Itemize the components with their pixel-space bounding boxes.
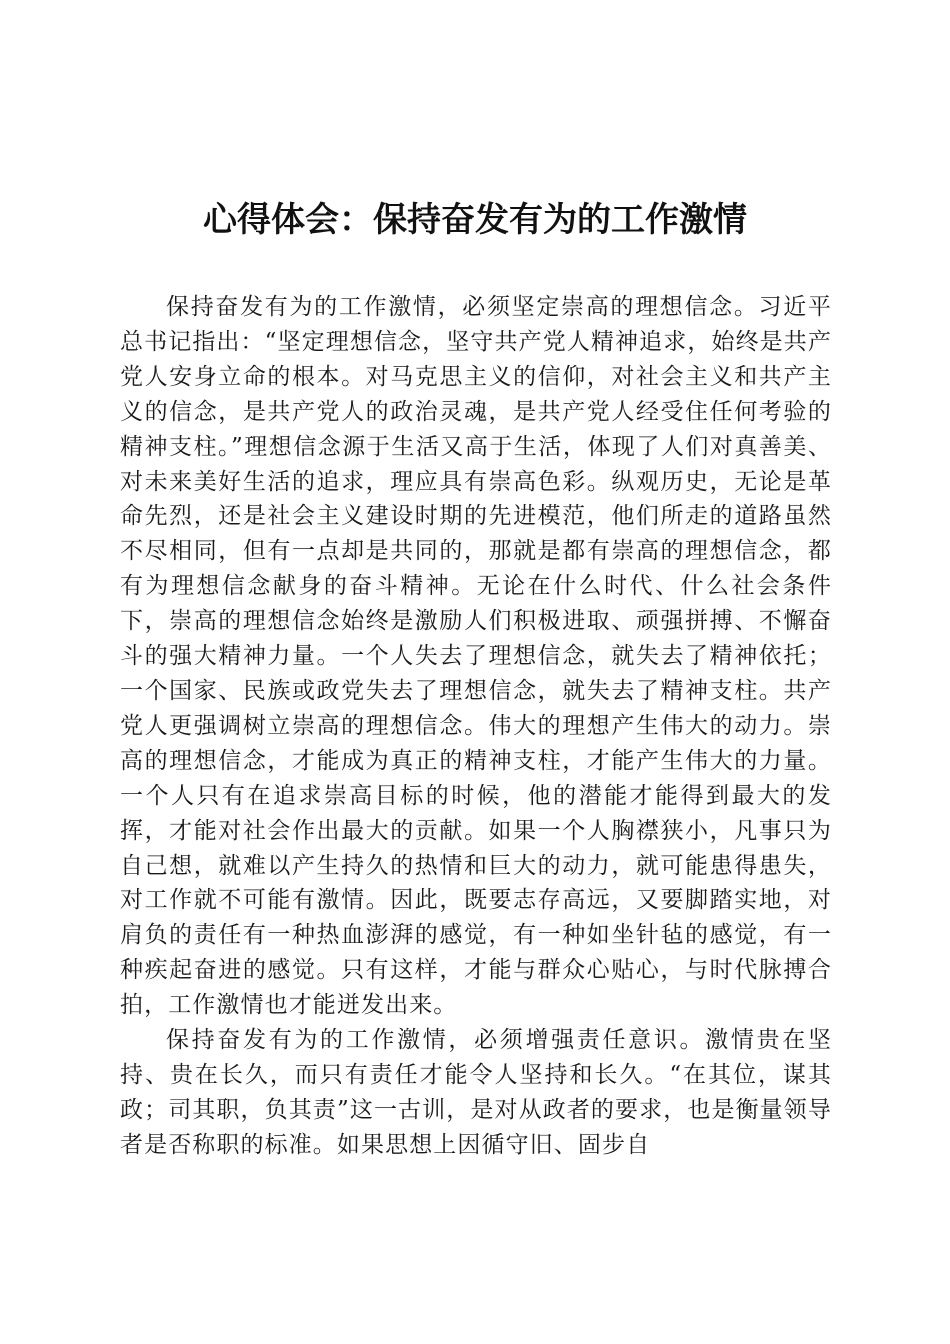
document-body <box>120 290 832 1163</box>
document-title: 心得体会：保持奋发有为的工作激情 <box>203 200 747 240</box>
paragraph-1: 保持奋发有为的工作激情，必须坚定崇高的理想信念。习近平总书记指出：“坚定理想信念，坚守共产党人精神追求，始终是共产党人安身立命的根本。对马克思主义的信仰，对社会主义和共产主义的信念，是共产党人的政治灵魂，是共产党人经受住任何考验的精神支柱。”理想信念源于生活又高于生活，体现了人们对真善美、对未来美好生活的追求，理应具有崇高色彩。纵观历史，无论是革命先烈，还是社会主义建设时期的先进模范，他们所走的道路虽然不尽相同，但有一点却是共同的，那就是都有崇高的理想信念，都有为理想信念献身的奋斗精神。无论在什么时代、什么社会条件下，崇高的理想信念始终是激励人们积极进取、顽强拼搏、不懈奋斗的强大精神力量。一个人失去了理想信念，就失去了精神依托；一个国家、民族或政党失去了理想信念，就失去了精神支柱。共产党人更强调树立崇高的理想信念。伟大的理想产生伟大的动力。崇高的理想信念，才能成为真正的精神支柱，才能产生伟大的力量。一个人只有在追求崇高目标的时候，他的潜能才能得到最大的发挥，才能对社会作出最大的贡献。如果一个人胸襟狭小，凡事只为自己想，就难以产生持久的热情和巨大的动力，就可能患得患失，对工作就不可能有激情。因此，既要志存高远，又要脚踏实地，对肩负的责任有一种热血澎湃的感觉，有一种如坐针毡的感觉，有一种疾起奋进的感觉。只有这样，才能与群众心贴心，与时代脉搏合拍，工作激情也才能迸发出来。 <box>120 294 832 1019</box>
paragraph-2: 保持奋发有为的工作激情，必须增强责任意识。激情贵在坚持、贵在长久，而只有责任才能令人坚持和长久。“在其位，谋其政；司其职，负其责”这一古训，是对从政者的要求，也是衡量领导者是否称职的标准。如果思想上因循守旧、固步自 <box>120 1027 832 1158</box>
